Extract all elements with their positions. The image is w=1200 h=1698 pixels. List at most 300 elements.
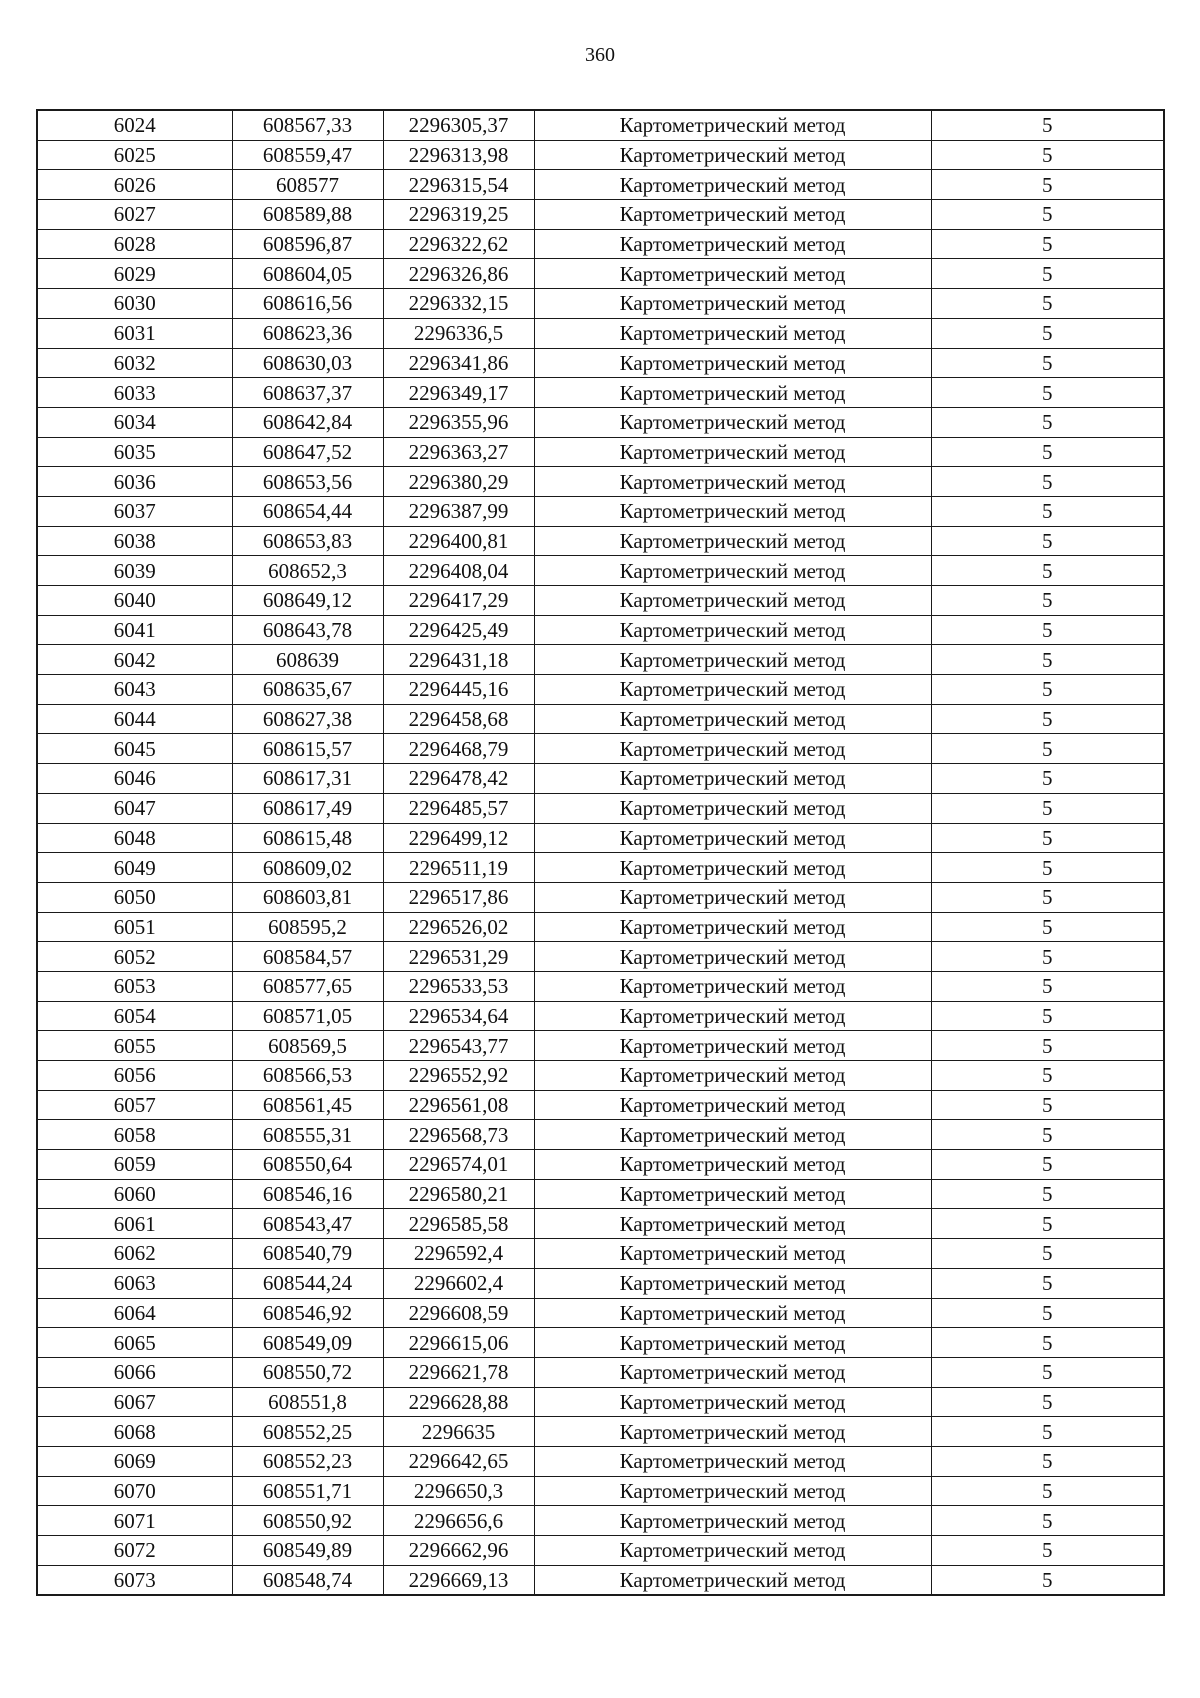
point-number-cell: 6055 — [37, 1031, 232, 1061]
accuracy-cell: 5 — [931, 704, 1164, 734]
method-cell: Картометрический метод — [534, 259, 931, 289]
table-row — [37, 1476, 1164, 1506]
table-row — [37, 704, 1164, 734]
point-number-cell: 6050 — [37, 882, 232, 912]
y-coordinate-cell: 2296552,92 — [383, 1061, 534, 1091]
table-row — [37, 1328, 1164, 1358]
table-row — [37, 1209, 1164, 1239]
method-cell: Картометрический метод — [534, 1476, 931, 1506]
x-coordinate-cell: 608577,65 — [232, 971, 383, 1001]
table-row — [37, 348, 1164, 378]
table-row — [37, 586, 1164, 616]
method-cell: Картометрический метод — [534, 437, 931, 467]
point-number-cell: 6041 — [37, 615, 232, 645]
table-row — [37, 912, 1164, 942]
table-row — [37, 259, 1164, 289]
point-number-cell: 6037 — [37, 496, 232, 526]
y-coordinate-cell: 2296517,86 — [383, 882, 534, 912]
point-number-cell: 6039 — [37, 556, 232, 586]
method-cell: Картометрический метод — [534, 348, 931, 378]
accuracy-cell: 5 — [931, 1120, 1164, 1150]
y-coordinate-cell: 2296568,73 — [383, 1120, 534, 1150]
accuracy-cell: 5 — [931, 1506, 1164, 1536]
method-cell: Картометрический метод — [534, 1536, 931, 1566]
method-cell: Картометрический метод — [534, 1001, 931, 1031]
y-coordinate-cell: 2296574,01 — [383, 1150, 534, 1180]
y-coordinate-cell: 2296499,12 — [383, 823, 534, 853]
method-cell: Картометрический метод — [534, 645, 931, 675]
point-number-cell: 6072 — [37, 1536, 232, 1566]
x-coordinate-cell: 608616,56 — [232, 289, 383, 319]
y-coordinate-cell: 2296615,06 — [383, 1328, 534, 1358]
method-cell: Картометрический метод — [534, 586, 931, 616]
x-coordinate-cell: 608589,88 — [232, 200, 383, 230]
y-coordinate-cell: 2296478,42 — [383, 764, 534, 794]
point-number-cell: 6038 — [37, 526, 232, 556]
point-number-cell: 6026 — [37, 170, 232, 200]
accuracy-cell: 5 — [931, 1298, 1164, 1328]
accuracy-cell: 5 — [931, 1179, 1164, 1209]
table-row — [37, 764, 1164, 794]
accuracy-cell: 5 — [931, 200, 1164, 230]
accuracy-cell: 5 — [931, 1001, 1164, 1031]
x-coordinate-cell: 608615,48 — [232, 823, 383, 853]
x-coordinate-cell: 608551,71 — [232, 1476, 383, 1506]
point-number-cell: 6035 — [37, 437, 232, 467]
accuracy-cell: 5 — [931, 764, 1164, 794]
accuracy-cell: 5 — [931, 496, 1164, 526]
accuracy-cell: 5 — [931, 1446, 1164, 1476]
y-coordinate-cell: 2296635 — [383, 1417, 534, 1447]
table-row — [37, 615, 1164, 645]
y-coordinate-cell: 2296531,29 — [383, 942, 534, 972]
method-cell: Картометрический метод — [534, 823, 931, 853]
x-coordinate-cell: 608639 — [232, 645, 383, 675]
point-number-cell: 6042 — [37, 645, 232, 675]
point-number-cell: 6071 — [37, 1506, 232, 1536]
point-number-cell: 6057 — [37, 1090, 232, 1120]
x-coordinate-cell: 608543,47 — [232, 1209, 383, 1239]
table-row — [37, 378, 1164, 408]
point-number-cell: 6058 — [37, 1120, 232, 1150]
table-row — [37, 1061, 1164, 1091]
y-coordinate-cell: 2296458,68 — [383, 704, 534, 734]
accuracy-cell: 5 — [931, 1031, 1164, 1061]
y-coordinate-cell: 2296313,98 — [383, 140, 534, 170]
x-coordinate-cell: 608552,23 — [232, 1446, 383, 1476]
y-coordinate-cell: 2296511,19 — [383, 853, 534, 883]
table-row — [37, 110, 1164, 140]
x-coordinate-cell: 608596,87 — [232, 229, 383, 259]
y-coordinate-cell: 2296585,58 — [383, 1209, 534, 1239]
point-number-cell: 6073 — [37, 1565, 232, 1595]
x-coordinate-cell: 608548,74 — [232, 1565, 383, 1595]
x-coordinate-cell: 608549,09 — [232, 1328, 383, 1358]
table-row — [37, 1268, 1164, 1298]
x-coordinate-cell: 608555,31 — [232, 1120, 383, 1150]
x-coordinate-cell: 608603,81 — [232, 882, 383, 912]
coordinates-table-body — [37, 110, 1164, 1595]
x-coordinate-cell: 608652,3 — [232, 556, 383, 586]
y-coordinate-cell: 2296387,99 — [383, 496, 534, 526]
accuracy-cell: 5 — [931, 1209, 1164, 1239]
table-row — [37, 645, 1164, 675]
method-cell: Картометрический метод — [534, 942, 931, 972]
x-coordinate-cell: 608653,56 — [232, 467, 383, 497]
table-row — [37, 200, 1164, 230]
method-cell: Картометрический метод — [534, 1209, 931, 1239]
point-number-cell: 6070 — [37, 1476, 232, 1506]
y-coordinate-cell: 2296621,78 — [383, 1357, 534, 1387]
x-coordinate-cell: 608617,31 — [232, 764, 383, 794]
accuracy-cell: 5 — [931, 615, 1164, 645]
accuracy-cell: 5 — [931, 318, 1164, 348]
accuracy-cell: 5 — [931, 912, 1164, 942]
x-coordinate-cell: 608552,25 — [232, 1417, 383, 1447]
y-coordinate-cell: 2296355,96 — [383, 407, 534, 437]
point-number-cell: 6036 — [37, 467, 232, 497]
y-coordinate-cell: 2296363,27 — [383, 437, 534, 467]
accuracy-cell: 5 — [931, 1476, 1164, 1506]
table-row — [37, 823, 1164, 853]
accuracy-cell: 5 — [931, 348, 1164, 378]
accuracy-cell: 5 — [931, 378, 1164, 408]
table-row — [37, 496, 1164, 526]
accuracy-cell: 5 — [931, 437, 1164, 467]
x-coordinate-cell: 608623,36 — [232, 318, 383, 348]
table-row — [37, 229, 1164, 259]
accuracy-cell: 5 — [931, 586, 1164, 616]
x-coordinate-cell: 608549,89 — [232, 1536, 383, 1566]
method-cell: Картометрический метод — [534, 615, 931, 645]
x-coordinate-cell: 608559,47 — [232, 140, 383, 170]
table-row — [37, 971, 1164, 1001]
point-number-cell: 6062 — [37, 1239, 232, 1269]
table-row — [37, 526, 1164, 556]
method-cell: Картометрический метод — [534, 1417, 931, 1447]
x-coordinate-cell: 608653,83 — [232, 526, 383, 556]
x-coordinate-cell: 608642,84 — [232, 407, 383, 437]
method-cell: Картометрический метод — [534, 1387, 931, 1417]
method-cell: Картометрический метод — [534, 1179, 931, 1209]
method-cell: Картометрический метод — [534, 318, 931, 348]
method-cell: Картометрический метод — [534, 229, 931, 259]
accuracy-cell: 5 — [931, 526, 1164, 556]
method-cell: Картометрический метод — [534, 704, 931, 734]
y-coordinate-cell: 2296326,86 — [383, 259, 534, 289]
method-cell: Картометрический метод — [534, 1239, 931, 1269]
x-coordinate-cell: 608617,49 — [232, 793, 383, 823]
point-number-cell: 6025 — [37, 140, 232, 170]
x-coordinate-cell: 608649,12 — [232, 586, 383, 616]
method-cell: Картометрический метод — [534, 1150, 931, 1180]
method-cell: Картометрический метод — [534, 853, 931, 883]
accuracy-cell: 5 — [931, 259, 1164, 289]
accuracy-cell: 5 — [931, 853, 1164, 883]
method-cell: Картометрический метод — [534, 1061, 931, 1091]
method-cell: Картометрический метод — [534, 1298, 931, 1328]
method-cell: Картометрический метод — [534, 1446, 931, 1476]
point-number-cell: 6030 — [37, 289, 232, 319]
point-number-cell: 6045 — [37, 734, 232, 764]
accuracy-cell: 5 — [931, 823, 1164, 853]
accuracy-cell: 5 — [931, 1090, 1164, 1120]
x-coordinate-cell: 608627,38 — [232, 704, 383, 734]
point-number-cell: 6033 — [37, 378, 232, 408]
accuracy-cell: 5 — [931, 1328, 1164, 1358]
point-number-cell: 6032 — [37, 348, 232, 378]
accuracy-cell: 5 — [931, 467, 1164, 497]
y-coordinate-cell: 2296400,81 — [383, 526, 534, 556]
method-cell: Картометрический метод — [534, 556, 931, 586]
table-row — [37, 942, 1164, 972]
accuracy-cell: 5 — [931, 229, 1164, 259]
y-coordinate-cell: 2296580,21 — [383, 1179, 534, 1209]
y-coordinate-cell: 2296315,54 — [383, 170, 534, 200]
table-row — [37, 675, 1164, 705]
x-coordinate-cell: 608546,16 — [232, 1179, 383, 1209]
y-coordinate-cell: 2296408,04 — [383, 556, 534, 586]
method-cell: Картометрический метод — [534, 496, 931, 526]
method-cell: Картометрический метод — [534, 1357, 931, 1387]
x-coordinate-cell: 608550,64 — [232, 1150, 383, 1180]
accuracy-cell: 5 — [931, 1565, 1164, 1595]
accuracy-cell: 5 — [931, 1387, 1164, 1417]
x-coordinate-cell: 608584,57 — [232, 942, 383, 972]
table-row — [37, 1357, 1164, 1387]
method-cell: Картометрический метод — [534, 170, 931, 200]
accuracy-cell: 5 — [931, 1061, 1164, 1091]
accuracy-cell: 5 — [931, 170, 1164, 200]
accuracy-cell: 5 — [931, 556, 1164, 586]
point-number-cell: 6048 — [37, 823, 232, 853]
point-number-cell: 6054 — [37, 1001, 232, 1031]
table-row — [37, 1001, 1164, 1031]
y-coordinate-cell: 2296662,96 — [383, 1536, 534, 1566]
point-number-cell: 6056 — [37, 1061, 232, 1091]
y-coordinate-cell: 2296431,18 — [383, 645, 534, 675]
table-row — [37, 1417, 1164, 1447]
point-number-cell: 6061 — [37, 1209, 232, 1239]
x-coordinate-cell: 608561,45 — [232, 1090, 383, 1120]
method-cell: Картометрический метод — [534, 1506, 931, 1536]
table-row — [37, 882, 1164, 912]
point-number-cell: 6064 — [37, 1298, 232, 1328]
accuracy-cell: 5 — [931, 1536, 1164, 1566]
table-row — [37, 140, 1164, 170]
accuracy-cell: 5 — [931, 1417, 1164, 1447]
point-number-cell: 6053 — [37, 971, 232, 1001]
accuracy-cell: 5 — [931, 645, 1164, 675]
table-row — [37, 1387, 1164, 1417]
method-cell: Картометрический метод — [534, 971, 931, 1001]
point-number-cell: 6027 — [37, 200, 232, 230]
y-coordinate-cell: 2296656,6 — [383, 1506, 534, 1536]
accuracy-cell: 5 — [931, 1150, 1164, 1180]
point-number-cell: 6028 — [37, 229, 232, 259]
x-coordinate-cell: 608540,79 — [232, 1239, 383, 1269]
point-number-cell: 6043 — [37, 675, 232, 705]
method-cell: Картометрический метод — [534, 882, 931, 912]
table-row — [37, 437, 1164, 467]
y-coordinate-cell: 2296534,64 — [383, 1001, 534, 1031]
point-number-cell: 6065 — [37, 1328, 232, 1358]
table-row — [37, 1179, 1164, 1209]
method-cell: Картометрический метод — [534, 1268, 931, 1298]
point-number-cell: 6029 — [37, 259, 232, 289]
method-cell: Картометрический метод — [534, 407, 931, 437]
y-coordinate-cell: 2296380,29 — [383, 467, 534, 497]
point-number-cell: 6051 — [37, 912, 232, 942]
accuracy-cell: 5 — [931, 289, 1164, 319]
method-cell: Картометрический метод — [534, 467, 931, 497]
x-coordinate-cell: 608615,57 — [232, 734, 383, 764]
x-coordinate-cell: 608595,2 — [232, 912, 383, 942]
y-coordinate-cell: 2296650,3 — [383, 1476, 534, 1506]
table-row — [37, 734, 1164, 764]
table-row — [37, 793, 1164, 823]
method-cell: Картометрический метод — [534, 1565, 931, 1595]
point-number-cell: 6068 — [37, 1417, 232, 1447]
table-row — [37, 1536, 1164, 1566]
x-coordinate-cell: 608567,33 — [232, 110, 383, 140]
y-coordinate-cell: 2296305,37 — [383, 110, 534, 140]
table-row — [37, 1239, 1164, 1269]
table-row — [37, 1298, 1164, 1328]
y-coordinate-cell: 2296485,57 — [383, 793, 534, 823]
x-coordinate-cell: 608630,03 — [232, 348, 383, 378]
accuracy-cell: 5 — [931, 971, 1164, 1001]
table-row — [37, 1120, 1164, 1150]
method-cell: Картометрический метод — [534, 200, 931, 230]
point-number-cell: 6046 — [37, 764, 232, 794]
method-cell: Картометрический метод — [534, 140, 931, 170]
point-number-cell: 6059 — [37, 1150, 232, 1180]
point-number-cell: 6060 — [37, 1179, 232, 1209]
point-number-cell: 6047 — [37, 793, 232, 823]
y-coordinate-cell: 2296533,53 — [383, 971, 534, 1001]
x-coordinate-cell: 608566,53 — [232, 1061, 383, 1091]
x-coordinate-cell: 608551,8 — [232, 1387, 383, 1417]
x-coordinate-cell: 608647,52 — [232, 437, 383, 467]
y-coordinate-cell: 2296561,08 — [383, 1090, 534, 1120]
x-coordinate-cell: 608635,67 — [232, 675, 383, 705]
accuracy-cell: 5 — [931, 1239, 1164, 1269]
table-row — [37, 1446, 1164, 1476]
table-row — [37, 1506, 1164, 1536]
table-row — [37, 407, 1164, 437]
y-coordinate-cell: 2296642,65 — [383, 1446, 534, 1476]
table-row — [37, 853, 1164, 883]
page-number: 360 — [585, 44, 615, 66]
method-cell: Картометрический метод — [534, 912, 931, 942]
x-coordinate-cell: 608637,37 — [232, 378, 383, 408]
y-coordinate-cell: 2296322,62 — [383, 229, 534, 259]
accuracy-cell: 5 — [931, 407, 1164, 437]
x-coordinate-cell: 608544,24 — [232, 1268, 383, 1298]
point-number-cell: 6031 — [37, 318, 232, 348]
point-number-cell: 6034 — [37, 407, 232, 437]
method-cell: Картометрический метод — [534, 526, 931, 556]
point-number-cell: 6052 — [37, 942, 232, 972]
method-cell: Картометрический метод — [534, 1328, 931, 1358]
table-row — [37, 1565, 1164, 1595]
accuracy-cell: 5 — [931, 793, 1164, 823]
point-number-cell: 6049 — [37, 853, 232, 883]
point-number-cell: 6066 — [37, 1357, 232, 1387]
y-coordinate-cell: 2296332,15 — [383, 289, 534, 319]
y-coordinate-cell: 2296341,86 — [383, 348, 534, 378]
table-row — [37, 556, 1164, 586]
table-row — [37, 1031, 1164, 1061]
x-coordinate-cell: 608550,92 — [232, 1506, 383, 1536]
y-coordinate-cell: 2296445,16 — [383, 675, 534, 705]
y-coordinate-cell: 2296526,02 — [383, 912, 534, 942]
point-number-cell: 6067 — [37, 1387, 232, 1417]
x-coordinate-cell: 608569,5 — [232, 1031, 383, 1061]
method-cell: Картометрический метод — [534, 675, 931, 705]
method-cell: Картометрический метод — [534, 289, 931, 319]
point-number-cell: 6044 — [37, 704, 232, 734]
accuracy-cell: 5 — [931, 110, 1164, 140]
method-cell: Картометрический метод — [534, 764, 931, 794]
table-row — [37, 170, 1164, 200]
accuracy-cell: 5 — [931, 1268, 1164, 1298]
accuracy-cell: 5 — [931, 675, 1164, 705]
x-coordinate-cell: 608577 — [232, 170, 383, 200]
accuracy-cell: 5 — [931, 942, 1164, 972]
accuracy-cell: 5 — [931, 882, 1164, 912]
y-coordinate-cell: 2296349,17 — [383, 378, 534, 408]
method-cell: Картометрический метод — [534, 1120, 931, 1150]
y-coordinate-cell: 2296336,5 — [383, 318, 534, 348]
y-coordinate-cell: 2296319,25 — [383, 200, 534, 230]
table-row — [37, 1090, 1164, 1120]
method-cell: Картометрический метод — [534, 793, 931, 823]
table-row — [37, 1150, 1164, 1180]
table-row — [37, 467, 1164, 497]
x-coordinate-cell: 608654,44 — [232, 496, 383, 526]
y-coordinate-cell: 2296543,77 — [383, 1031, 534, 1061]
point-number-cell: 6024 — [37, 110, 232, 140]
method-cell: Картометрический метод — [534, 1090, 931, 1120]
point-number-cell: 6040 — [37, 586, 232, 616]
y-coordinate-cell: 2296602,4 — [383, 1268, 534, 1298]
point-number-cell: 6069 — [37, 1446, 232, 1476]
x-coordinate-cell: 608546,92 — [232, 1298, 383, 1328]
accuracy-cell: 5 — [931, 734, 1164, 764]
method-cell: Картометрический метод — [534, 734, 931, 764]
x-coordinate-cell: 608604,05 — [232, 259, 383, 289]
table-row — [37, 289, 1164, 319]
y-coordinate-cell: 2296468,79 — [383, 734, 534, 764]
method-cell: Картометрический метод — [534, 1031, 931, 1061]
y-coordinate-cell: 2296417,29 — [383, 586, 534, 616]
accuracy-cell: 5 — [931, 140, 1164, 170]
accuracy-cell: 5 — [931, 1357, 1164, 1387]
point-number-cell: 6063 — [37, 1268, 232, 1298]
x-coordinate-cell: 608571,05 — [232, 1001, 383, 1031]
table-row — [37, 318, 1164, 348]
y-coordinate-cell: 2296669,13 — [383, 1565, 534, 1595]
method-cell: Картометрический метод — [534, 110, 931, 140]
x-coordinate-cell: 608550,72 — [232, 1357, 383, 1387]
method-cell: Картометрический метод — [534, 378, 931, 408]
x-coordinate-cell: 608609,02 — [232, 853, 383, 883]
y-coordinate-cell: 2296628,88 — [383, 1387, 534, 1417]
y-coordinate-cell: 2296425,49 — [383, 615, 534, 645]
x-coordinate-cell: 608643,78 — [232, 615, 383, 645]
